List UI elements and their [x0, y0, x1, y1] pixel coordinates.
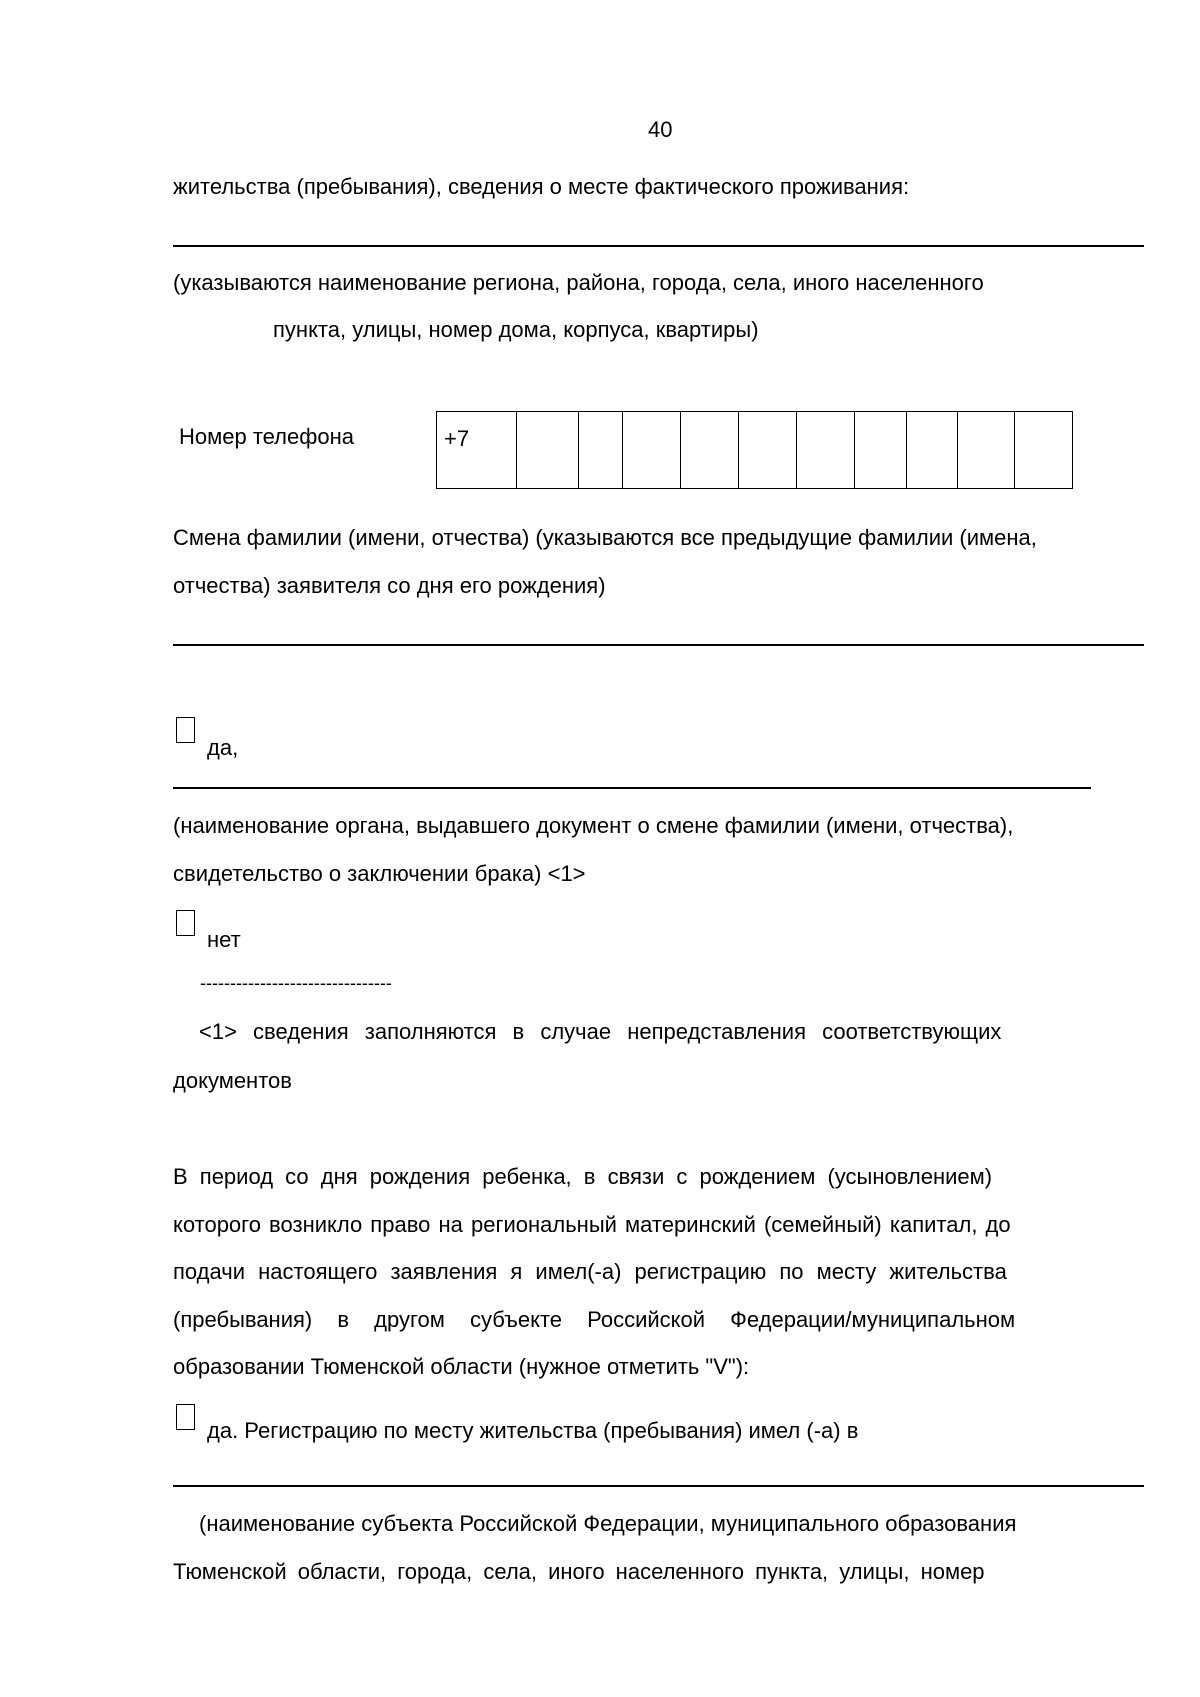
phone-digit-cell[interactable]	[855, 412, 907, 489]
phone-digit-input[interactable]	[907, 412, 957, 488]
name-change-line1: Смена фамилии (имени, отчества) (указываются все предыдущие фамилии (имена,	[173, 525, 1037, 550]
phone-digit-input[interactable]	[797, 412, 854, 488]
address-hint-line1: (указываются наименование региона, района, города, села, иного населенного	[173, 270, 984, 295]
phone-digit-input[interactable]	[579, 412, 622, 488]
name-change-line2: отчества) заявителя со дня его рождения)	[173, 573, 606, 598]
period-line4: (пребывания) в другом субъекте Российской Федерации/муниципальном	[173, 1307, 1016, 1332]
address-hint-line2: пункта, улицы, номер дома, корпуса, квартиры)	[273, 317, 759, 342]
yes-checkbox-2[interactable]	[176, 1404, 195, 1430]
period-line3: подачи настоящего заявления я имел(-а) регистрацию по месту жительства	[173, 1259, 1007, 1284]
phone-digit-input[interactable]	[855, 412, 906, 488]
footnote-line2: документов	[173, 1068, 292, 1093]
phone-digit-input[interactable]	[739, 412, 796, 488]
phone-digit-input[interactable]	[1015, 412, 1072, 488]
phone-digit-cell[interactable]	[797, 412, 855, 489]
subject-hint-line2: Тюменской области, города, села, иного населенного пункта, улицы, номер	[173, 1559, 985, 1584]
footnote-separator: --------------------------------	[200, 973, 392, 993]
phone-digit-cell[interactable]	[517, 412, 579, 489]
phone-digit-cell[interactable]	[1015, 412, 1073, 489]
subject-fill-line[interactable]	[173, 1485, 1144, 1487]
residence-line: жительства (пребывания), сведения о месте фактического проживания:	[173, 174, 910, 199]
name-change-fill-line[interactable]	[173, 644, 1144, 646]
yes-checkbox-1[interactable]	[176, 717, 195, 743]
yes-label-2: да. Регистрацию по месту жительства (пребывания) имел (-а) в	[207, 1418, 859, 1443]
period-line5: образовании Тюменской области (нужное отметить "V"):	[173, 1354, 750, 1379]
residence-fill-line[interactable]	[173, 245, 1144, 247]
footnote-line1	[199, 1021, 1065, 1043]
period-line2: которого возникло право на региональный материнский (семейный) капитал, до	[173, 1212, 1011, 1237]
organ-hint-line2: свидетельство о заключении брака) <1>	[173, 861, 586, 886]
organ-fill-line[interactable]	[173, 787, 1091, 789]
organ-hint-line1: (наименование органа, выдавшего документ о смене фамилии (имени, отчества),	[173, 813, 1014, 838]
phone-label: Номер телефона	[179, 424, 354, 449]
period-line1: В период со дня рождения ребенка, в связи с рождением (усыновлением)	[173, 1164, 993, 1189]
phone-digit-cell[interactable]	[623, 412, 681, 489]
no-label-1: нет	[207, 927, 241, 952]
no-checkbox-1[interactable]	[176, 910, 195, 936]
footnote-text: <1> сведения заполняются в случае непредставления соответствующих	[199, 1019, 1002, 1044]
phone-digit-cell[interactable]	[958, 412, 1015, 489]
phone-digit-cell[interactable]	[739, 412, 797, 489]
phone-digit-cell[interactable]	[907, 412, 958, 489]
phone-digit-input[interactable]	[623, 412, 680, 488]
yes-label-1: да,	[207, 735, 239, 760]
phone-digit-cell[interactable]	[681, 412, 739, 489]
phone-digit-input[interactable]	[517, 412, 578, 488]
phone-digit-cell[interactable]	[579, 412, 623, 489]
subject-hint-line1: (наименование субъекта Российской Федерации, муниципального образования	[199, 1511, 1017, 1536]
phone-digit-input[interactable]	[958, 412, 1014, 488]
page-number: 40	[648, 117, 673, 142]
phone-digit-input[interactable]	[681, 412, 738, 488]
phone-number-grid	[436, 411, 1073, 489]
phone-prefix: +7	[437, 412, 517, 489]
